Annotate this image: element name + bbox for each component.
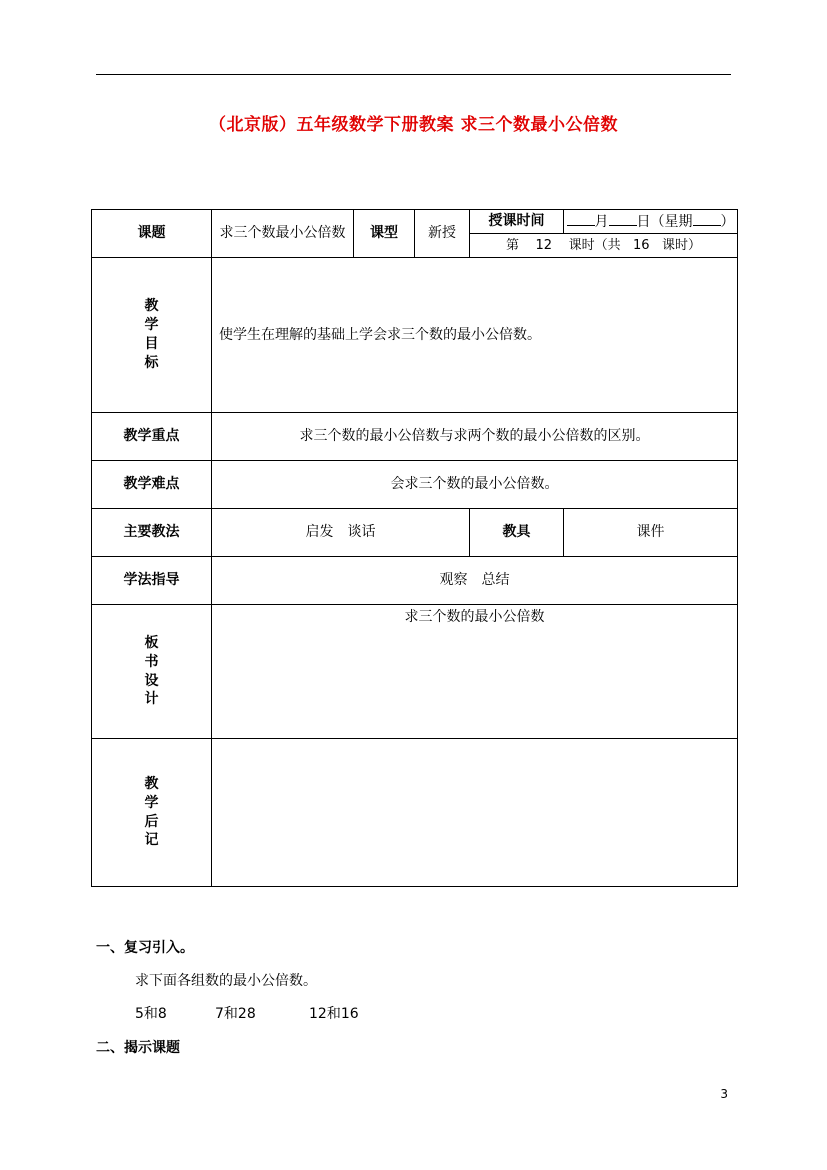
- pair-item: 12和16: [309, 1006, 359, 1022]
- method-value: 启发 谈话: [212, 509, 470, 557]
- header-rule: [96, 74, 731, 75]
- pair-item: 7和28: [215, 1006, 256, 1022]
- page-number: 3: [720, 1087, 728, 1101]
- reflection-label: 教 学 后 记: [92, 739, 212, 887]
- lesson-plan-table: [91, 209, 738, 887]
- method-label: 主要教法: [92, 509, 212, 557]
- section-review-text: 求下面各组数的最小公倍数。: [135, 973, 317, 989]
- type-label: 课型: [354, 210, 415, 258]
- difficulty-value: 会求三个数的最小公倍数。: [212, 461, 738, 509]
- reflection-value: [212, 739, 738, 887]
- objective-label: 教 学 目 标: [92, 258, 212, 413]
- topic-label: 课题: [92, 210, 212, 258]
- type-value: 新授: [415, 210, 470, 258]
- study-guide-value: 观察 总结: [212, 557, 738, 605]
- tools-label: 教具: [470, 509, 564, 557]
- study-guide-label: 学法指导: [92, 557, 212, 605]
- key-point-label: 教学重点: [92, 413, 212, 461]
- pair-item: 5和8: [135, 1006, 167, 1022]
- lesson-count: 第 12 课时（共 16 课时）: [470, 234, 738, 258]
- section-review-heading: 一、复习引入。: [96, 940, 194, 956]
- objective-value: 使学生在理解的基础上学会求三个数的最小公倍数。: [212, 258, 738, 413]
- number-pairs: [135, 1003, 359, 1023]
- board-design-value: 求三个数的最小公倍数: [212, 605, 738, 739]
- difficulty-label: 教学难点: [92, 461, 212, 509]
- topic-value: 求三个数最小公倍数: [212, 210, 354, 258]
- time-label: 授课时间: [470, 210, 564, 234]
- key-point-value: 求三个数的最小公倍数与求两个数的最小公倍数的区别。: [212, 413, 738, 461]
- tools-value: 课件: [564, 509, 738, 557]
- board-design-label: 板 书 设 计: [92, 605, 212, 739]
- document-title: （北京版）五年级数学下册教案 求三个数最小公倍数: [209, 115, 618, 135]
- date-field: 月 日（星期 ）: [564, 210, 738, 234]
- section-topic-heading: 二、揭示课题: [96, 1040, 180, 1056]
